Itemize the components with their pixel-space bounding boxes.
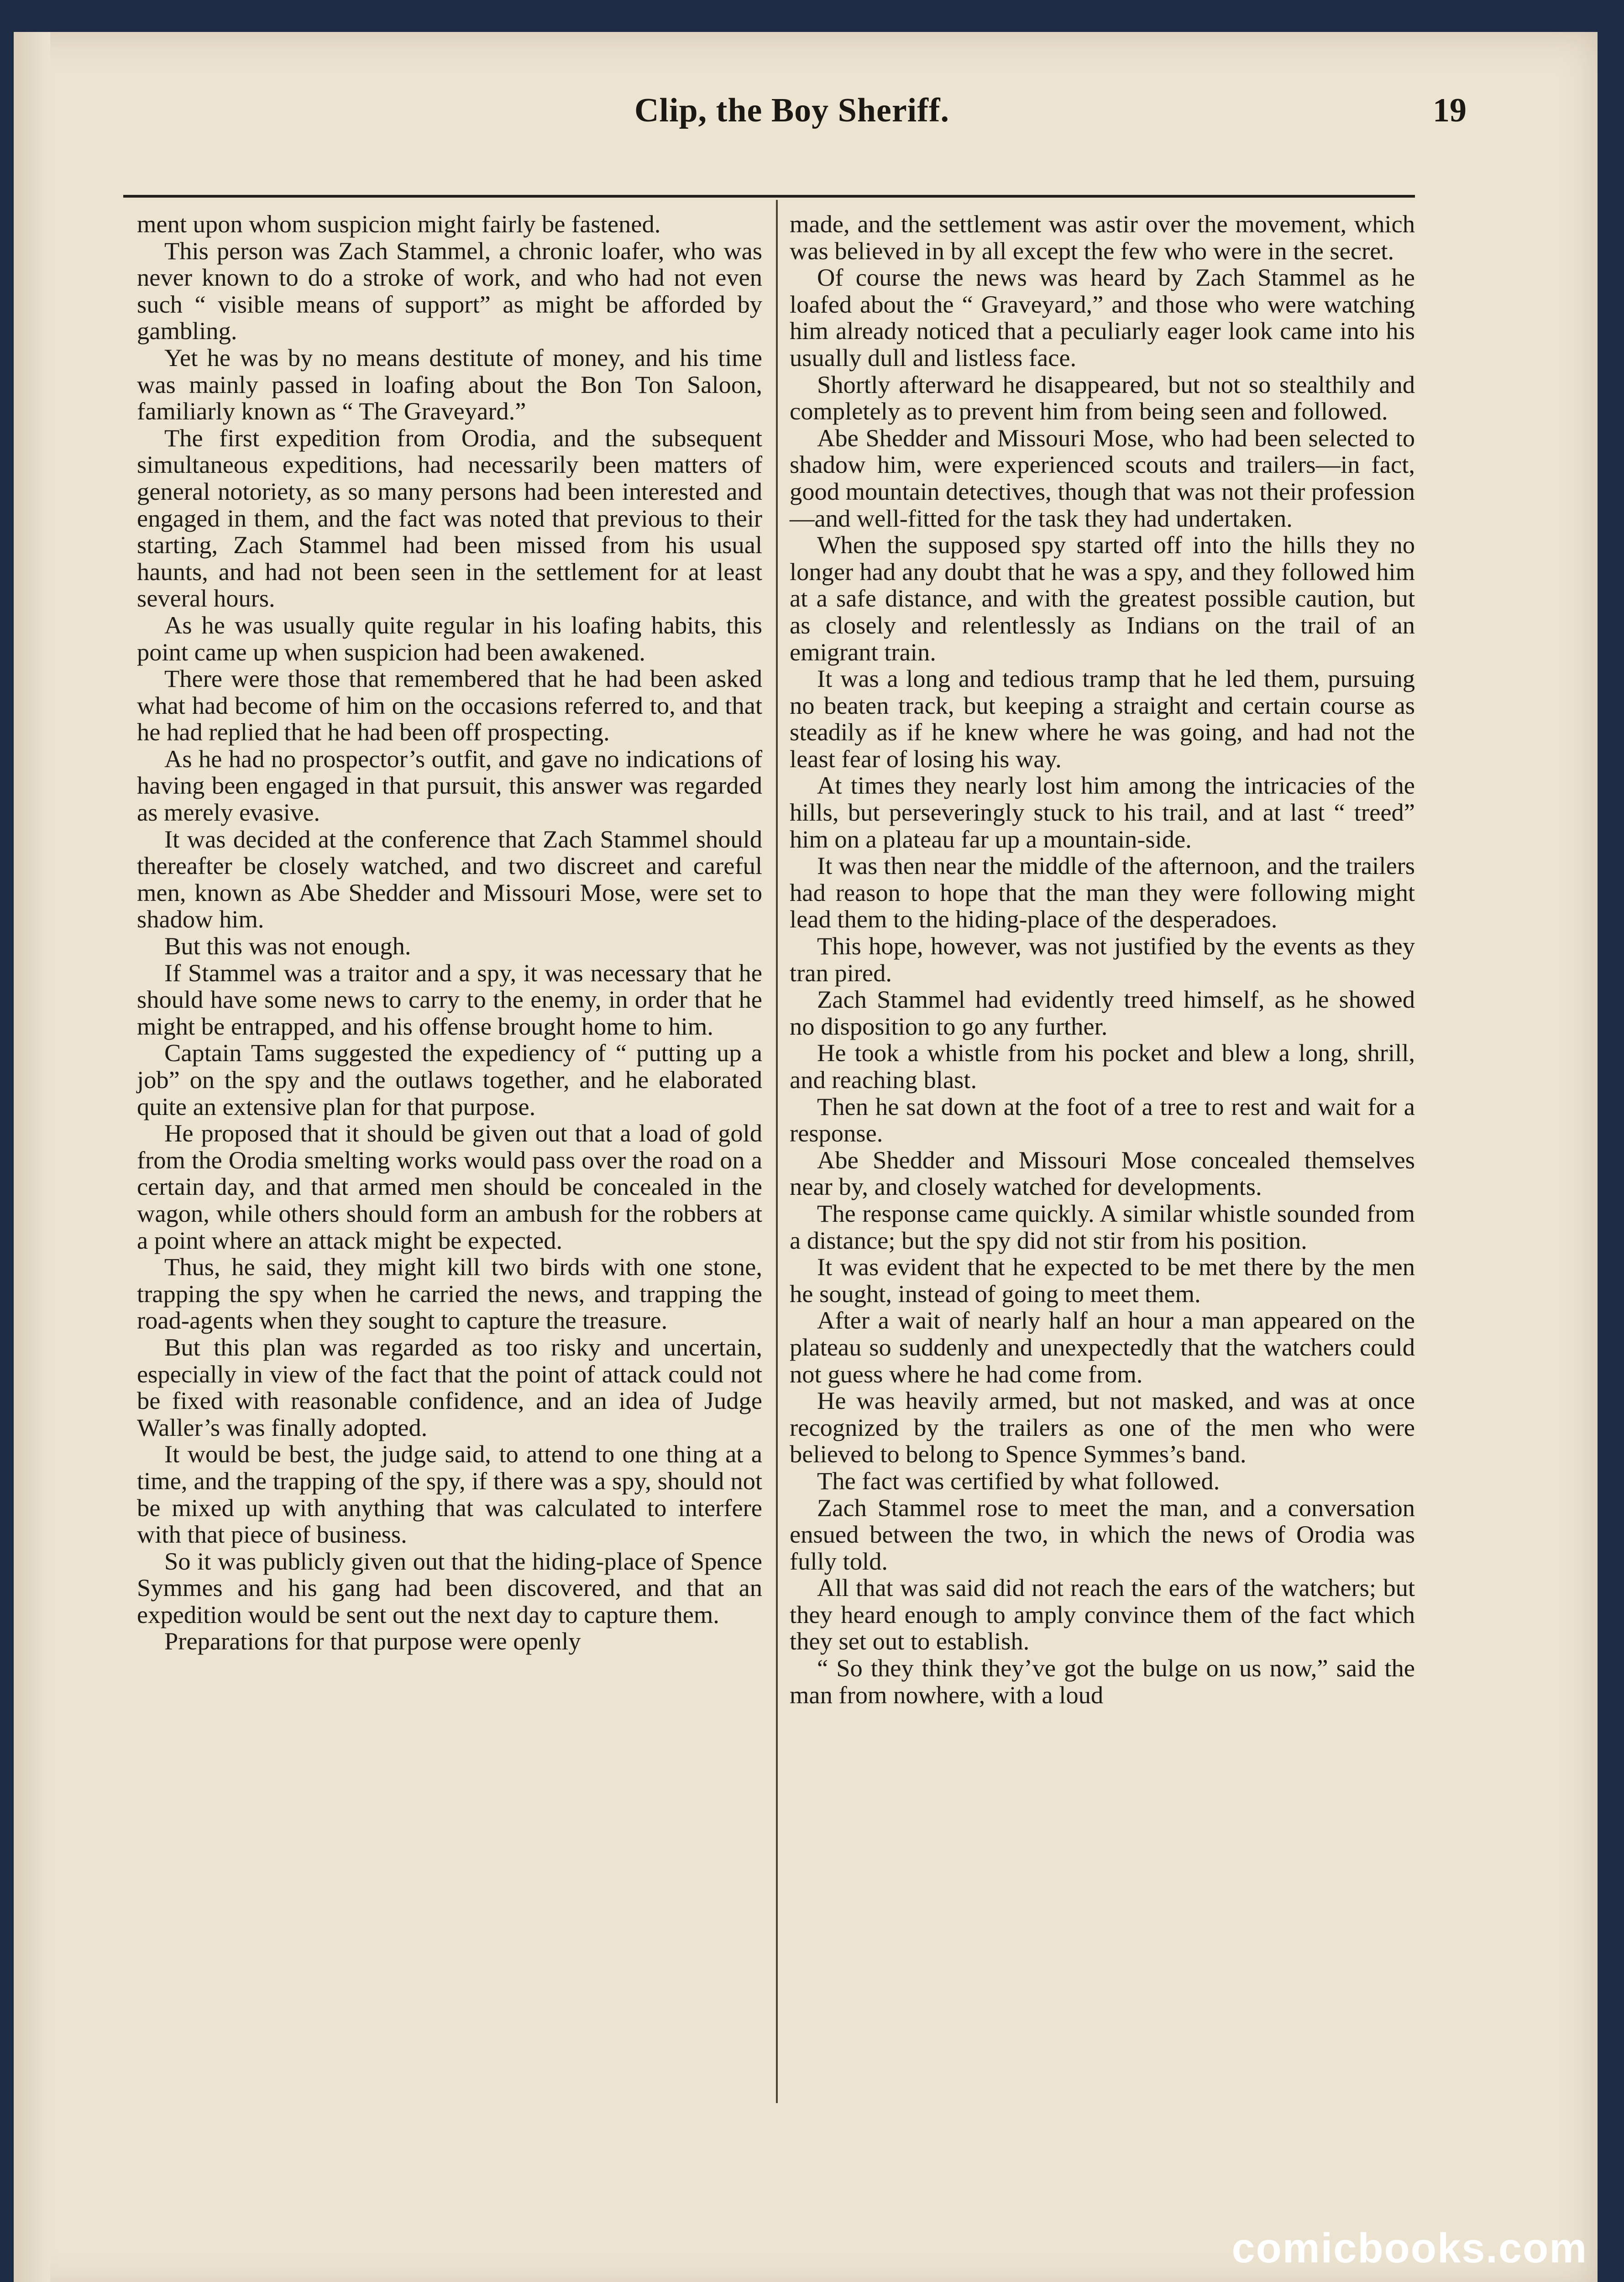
paragraph: The first expedition from Orodia, and the subsequent simultaneous expeditions, had necessarily been matters of general notoriety, as so many persons had been interested and engaged in them, and the fact was noted that previous to their starting, Zach Stammel had been missed from his usual haunts, and had not been seen in the settlement for at least several hours.: [137, 424, 762, 612]
paragraph: As he had no prospector’s outfit, and gave no indications of having been engaged in that pursuit, this answer was regarded as merely evasive.: [137, 744, 762, 827]
left-column: [137, 211, 762, 1655]
paragraph: This hope, however, was not justified by the events as they tran pired.: [790, 932, 1415, 987]
paragraph: Preparations for that purpose were openly: [164, 1627, 581, 1655]
paragraph: Of course the news was heard by Zach Stammel as he loafed about the “ Graveyard,” and those who were watching him already noticed that a peculiarly eager look came into his usually dull and listless face.: [790, 263, 1415, 372]
paragraph: Abe Shedder and Missouri Mose concealed themselves near by, and closely watched for developments.: [790, 1146, 1415, 1201]
paragraph: Shortly afterward he disappeared, but not so stealthily and completely as to prevent him from being seen and followed.: [790, 370, 1415, 425]
paragraph: “ So they think they’ve got the bulge on us now,” said the man from nowhere, with a loud: [790, 1654, 1415, 1709]
paragraph: Captain Tams suggested the expediency of “ putting up a job” on the spy and the outlaws together, and he elaborated quite an extensive plan for that purpose.: [137, 1039, 762, 1120]
paragraph: After a wait of nearly half an hour a man appeared on the plateau so suddenly and unexpectedly that the watchers could not guess where he had come from.: [790, 1306, 1415, 1388]
header-rule: [123, 195, 1415, 198]
paragraph: There were those that remembered that he had been asked what had become of him on the occasions referred to, and that he had replied that he had been off prospecting.: [137, 665, 762, 746]
paragraph: But this plan was regarded as too risky and uncertain, especially in view of the fact that the point of attack could not be fixed with reasonable confidence, and an idea of Judge Waller’s was finally adopted.: [137, 1333, 762, 1441]
paragraph: It was evident that he expected to be met there by the men he sought, instead of going to meet them.: [790, 1253, 1415, 1308]
paragraph: But this was not enough.: [164, 932, 411, 960]
paragraph: At times they nearly lost him among the intricacies of the hills, but perseveringly stuck to his trail, and at last “ treed” him on a plateau far up a mountain-side.: [790, 771, 1415, 853]
right-column: [790, 211, 1415, 1708]
paragraph: Zach Stammel had evidently treed himself, as he showed no disposition to go any further.: [790, 985, 1415, 1040]
paragraph: So it was publicly given out that the hiding-place of Spence Symmes and his gang had been discovered, and that an expedition would be sent out the next day to capture them.: [137, 1547, 762, 1628]
column-divider: [776, 200, 778, 2103]
paragraph: It was a long and tedious tramp that he led them, pursuing no beaten track, but keeping a straight and certain course as steadily as if he knew where he was going, and had not the least fear of losing his way.: [790, 665, 1415, 773]
paragraph: It was decided at the conference that Zach Stammel should thereafter be closely watched, and two discreet and careful men, known as Abe Shedder and Missouri Mose, were set to shadow him.: [137, 825, 762, 933]
page-header: [0, 91, 1624, 151]
running-title: Clip, the Boy Sheriff.: [634, 92, 950, 129]
paragraph: made, and the settlement was astir over the movement, which was believed in by all except the few who were in the secret.: [790, 210, 1415, 265]
watermark: comicbooks.com: [1231, 2225, 1587, 2272]
page-gutter: [14, 32, 50, 2282]
paragraph: The fact was certified by what followed.: [817, 1466, 1220, 1495]
page-number: 19: [1433, 92, 1467, 129]
paragraph: Yet he was by no means destitute of money, and his time was mainly passed in loafing about the Bon Ton Saloon, familiarly known as “ The Graveyard.”: [137, 343, 762, 425]
paragraph: This person was Zach Stammel, a chronic loafer, who was never known to do a stroke of work, and who had not even such “ visible means of support” as might be afforded by gambling.: [137, 236, 762, 345]
paragraph: The response came quickly. A similar whistle sounded from a distance; but the spy did not stir from his position.: [790, 1199, 1415, 1254]
paragraph: He proposed that it should be given out that a load of gold from the Orodia smelting works would pass over the road on a certain day, and that armed men should be concealed in the wagon, while others should form an ambush for the robbers at a point where an attack might be expected.: [137, 1119, 762, 1254]
paragraph: Thus, he said, they might kill two birds with one stone, trapping the spy when he carried the news, and trapping the road-agents when they sought to capture the treasure.: [137, 1253, 762, 1335]
paragraph: He was heavily armed, but not masked, and was at once recognized by the trailers as one of the men who were believed to belong to Spence Symmes’s band.: [790, 1387, 1415, 1468]
paragraph: As he was usually quite regular in his loafing habits, this point came up when suspicion had been awakened.: [137, 611, 762, 666]
paragraph: It would be best, the judge said, to attend to one thing at a time, and the trapping of the spy, if there was a spy, should not be mixed up with anything that was calculated to interfere with that piece of business.: [137, 1440, 762, 1549]
paragraph: If Stammel was a traitor and a spy, it was necessary that he should have some news to carry to the enemy, in order that he might be entrapped, and his offense brought home to him.: [137, 958, 762, 1040]
paragraph: Then he sat down at the foot of a tree to rest and wait for a response.: [790, 1092, 1415, 1147]
paragraph: ment upon whom suspicion might fairly be fastened.: [137, 210, 661, 238]
paragraph: Abe Shedder and Missouri Mose, who had been selected to shadow him, were experienced scouts and trailers—in fact, good mountain detectives, though that was not their profession—and well-fitted for the task they had undertaken.: [790, 424, 1415, 532]
paragraph: He took a whistle from his pocket and blew a long, shrill, and reaching blast.: [790, 1039, 1415, 1094]
paragraph: When the supposed spy started off into the hills they no longer had any doubt that he was a spy, and they followed him at a safe distance, and with the greatest possible caution, but as closely and relentlessly as Indians on the trail of an emigrant train.: [790, 531, 1415, 666]
paragraph: It was then near the middle of the afternoon, and the trailers had reason to hope that the man they were following might lead them to the hiding-place of the desperadoes.: [790, 852, 1415, 933]
paragraph: All that was said did not reach the ears of the watchers; but they heard enough to amply convince them of the fact which they set out to establish.: [790, 1574, 1415, 1655]
paragraph: Zach Stammel rose to meet the man, and a conversation ensued between the two, in which the news of Orodia was fully told.: [790, 1493, 1415, 1575]
